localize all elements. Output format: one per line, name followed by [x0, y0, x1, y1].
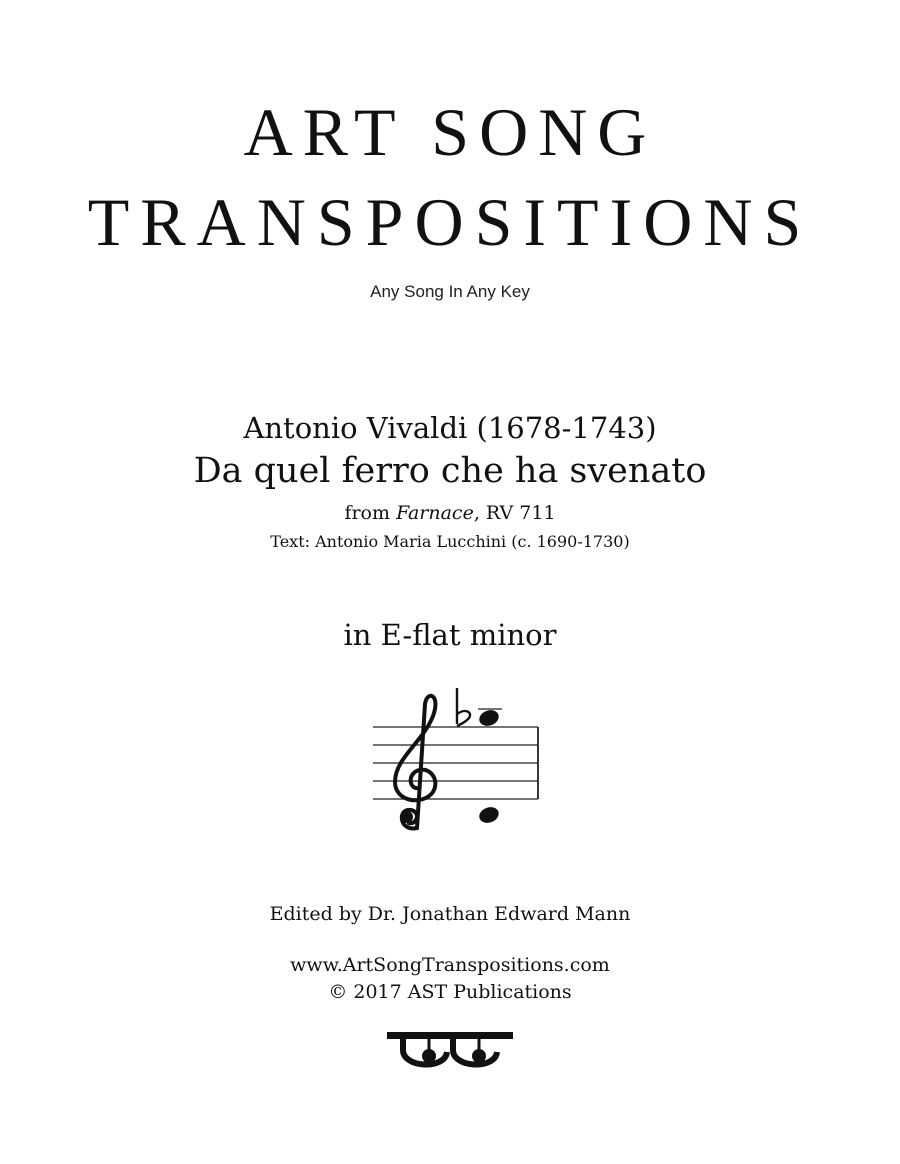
- website-link[interactable]: www.ArtSongTranspositions.com: [290, 954, 610, 976]
- treble-clef-range-icon: [365, 680, 545, 845]
- source-catalog: , RV 711: [473, 502, 556, 524]
- composer-name: Antonio Vivaldi (1678-1743): [243, 411, 657, 445]
- ast-publisher-logo-icon: [385, 1028, 515, 1076]
- copyright-notice: © 2017 AST Publications: [328, 981, 572, 1003]
- source-prefix: from: [344, 502, 397, 524]
- source-opera-title: Farnace: [396, 502, 474, 524]
- source-work: [0, 502, 900, 524]
- brand-title-line-1: ART SONG: [243, 94, 657, 170]
- brand-tagline: Any Song In Any Key: [370, 282, 530, 301]
- song-title: Da quel ferro che ha svenato: [193, 451, 707, 491]
- key-label: in E-flat minor: [343, 618, 557, 652]
- editor-credit: Edited by Dr. Jonathan Edward Mann: [269, 903, 631, 925]
- brand-title-line-2: TRANSPOSITIONS: [87, 184, 813, 260]
- lyricist-credit: Text: Antonio Maria Lucchini (c. 1690-1730): [270, 532, 630, 551]
